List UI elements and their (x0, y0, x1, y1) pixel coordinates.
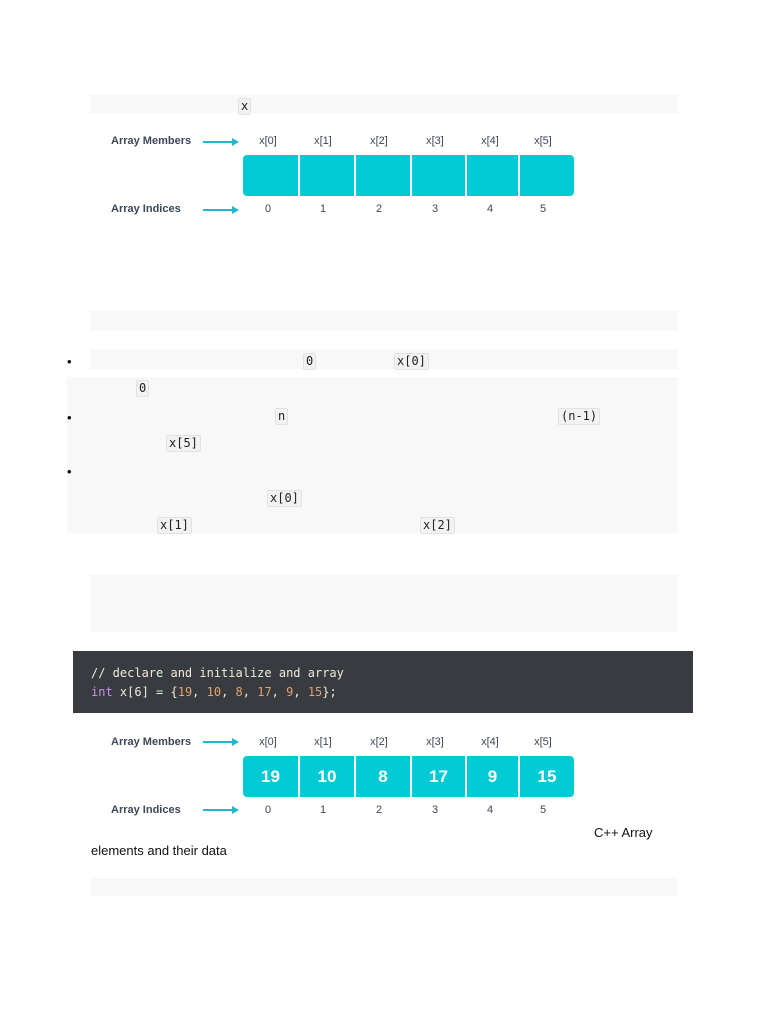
array-cells (243, 756, 574, 797)
member-label: x[5] (534, 736, 552, 748)
member-label: x[0] (259, 736, 277, 748)
code-comment: // declare and initialize and array (91, 666, 344, 680)
member-label: x[0] (259, 135, 277, 147)
code-sep: , (221, 685, 236, 699)
member-label: x[4] (481, 736, 499, 748)
array-cell: 10 (300, 756, 354, 797)
array-cells (243, 155, 574, 196)
array-cell: 19 (243, 756, 298, 797)
array-cell (520, 155, 574, 196)
array-diagram-values (100, 736, 600, 826)
index-label: 4 (486, 804, 494, 816)
code-number: 8 (235, 685, 243, 699)
code-sep: , (271, 685, 287, 699)
index-label: 3 (431, 203, 439, 215)
array-diagram-empty (100, 135, 600, 225)
inline-code-x2: x[2] (420, 517, 455, 534)
list-strip-top (90, 349, 678, 369)
bullet-2: • (67, 410, 72, 425)
bullet-1: • (67, 354, 72, 369)
figure-caption-line1: C++ Array (594, 825, 653, 840)
code-line-comment (91, 664, 675, 683)
index-label: 3 (431, 804, 439, 816)
code-sep: , (293, 685, 308, 699)
array-indices-label: Array Indices (111, 804, 181, 816)
figure-caption-line2: elements and their data (91, 843, 227, 858)
inline-code-x1: x[1] (157, 517, 192, 534)
code-sep: , (242, 685, 258, 699)
member-label: x[5] (534, 135, 552, 147)
index-label: 0 (264, 203, 272, 215)
code-line-declaration (91, 683, 675, 702)
member-label: x[2] (370, 736, 388, 748)
arrow-right-icon (203, 737, 239, 747)
list-strip-body (67, 377, 678, 533)
inline-code-n-minus-1: (n-1) (558, 408, 600, 425)
array-cell (467, 155, 518, 196)
header-strip (90, 95, 678, 113)
index-label: 4 (486, 203, 494, 215)
array-cell (412, 155, 465, 196)
index-label: 2 (375, 203, 383, 215)
array-cell (300, 155, 354, 196)
inline-code-n: n (275, 408, 288, 425)
member-label: x[1] (314, 135, 332, 147)
code-number: 19 (177, 685, 193, 699)
index-label: 5 (539, 804, 547, 816)
arrow-right-icon (203, 805, 239, 815)
member-label: x[3] (426, 135, 444, 147)
code-number: 17 (257, 685, 272, 699)
array-cell: 17 (412, 756, 465, 797)
array-members-label: Array Members (111, 135, 192, 147)
bullet-3: • (67, 464, 72, 479)
inline-code-x: x (238, 98, 251, 115)
code-sep: , (192, 685, 207, 699)
footer-strip (90, 878, 678, 896)
index-label: 1 (319, 203, 327, 215)
index-label: 2 (375, 804, 383, 816)
code-number: 9 (286, 685, 294, 699)
array-indices-label: Array Indices (111, 203, 181, 215)
arrow-right-icon (203, 137, 239, 147)
array-cell (243, 155, 298, 196)
heading-strip-2 (90, 311, 678, 331)
inline-code-zero-2: 0 (136, 380, 149, 397)
paragraph-strip (90, 575, 678, 632)
code-number: 15 (307, 685, 323, 699)
array-cell (356, 155, 410, 196)
inline-code-x0-2: x[0] (267, 490, 302, 507)
index-label: 1 (319, 804, 327, 816)
array-members-label: Array Members (111, 736, 192, 748)
code-decl: x[6] = { (112, 685, 178, 699)
member-label: x[2] (370, 135, 388, 147)
code-number: 10 (206, 685, 222, 699)
inline-code-x0: x[0] (394, 353, 429, 370)
member-label: x[1] (314, 736, 332, 748)
code-end: }; (322, 685, 337, 699)
index-label: 5 (539, 203, 547, 215)
array-cell: 9 (467, 756, 518, 797)
inline-code-zero: 0 (303, 353, 316, 370)
array-cell: 8 (356, 756, 410, 797)
code-block (73, 651, 693, 713)
array-cell: 15 (520, 756, 574, 797)
index-label: 0 (264, 804, 272, 816)
arrow-right-icon (203, 205, 239, 215)
inline-code-x5: x[5] (166, 435, 201, 452)
member-label: x[4] (481, 135, 499, 147)
member-label: x[3] (426, 736, 444, 748)
code-keyword: int (91, 685, 113, 699)
